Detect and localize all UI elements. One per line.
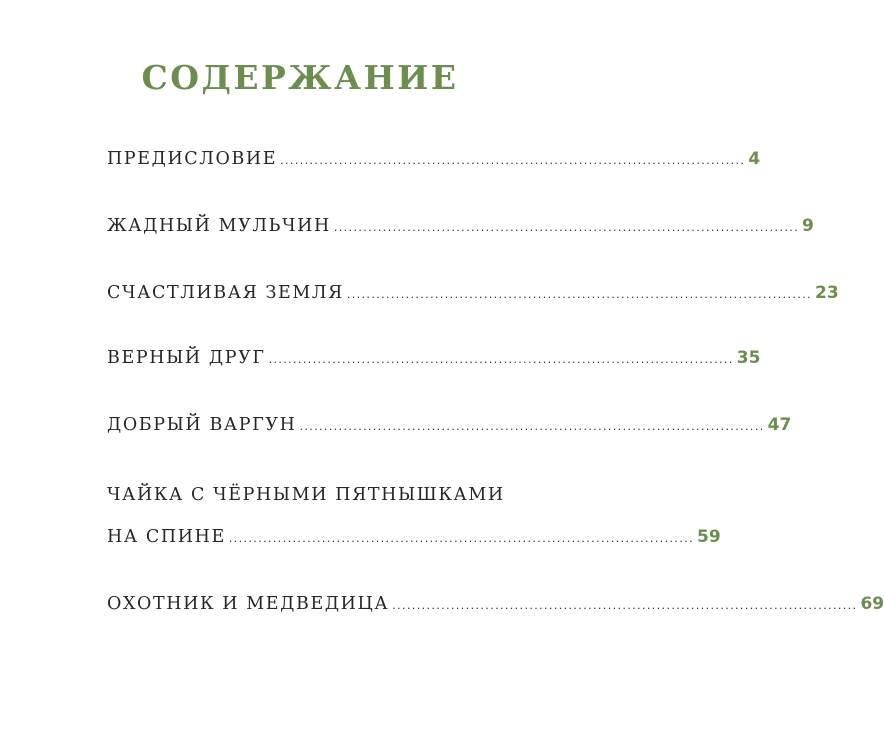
dot-leader: ............................................................................................... [280,154,746,167]
toc-entry-page: 23 [815,283,839,303]
toc-entry-faithful-friend[interactable] [107,348,761,368]
dot-leader: ............................................................................................... [392,599,858,612]
toc-entry-preface[interactable] [107,149,761,169]
toc-entry-title-line1[interactable]: ЧАЙКА С ЧЁРНЫМИ ПЯТНЫШКАМИ [107,485,505,505]
toc-entry-page: 9 [802,216,814,236]
toc-entry-title: ОХОТНИК И МЕДВЕДИЦА [107,594,390,614]
toc-entry-page: 4 [748,149,761,169]
dot-leader: ............................................................................................... [299,420,765,433]
toc-entry-title: НА СПИНЕ [107,527,226,547]
dot-leader: ............................................................................................... [333,221,800,234]
toc-entry-page: 69 [860,594,884,614]
toc-entry-greedy-mulchin[interactable] [107,216,814,236]
toc-entry-title: ДОБРЫЙ ВАРГУН [107,415,297,435]
toc-entry-page: 47 [767,415,792,435]
toc-entry-title: ЖАДНЫЙ МУЛЬЧИН [107,216,331,236]
toc-entry-seagull[interactable] [107,527,721,547]
dot-leader: ............................................................................................... [268,353,734,366]
toc-entry-page: 59 [697,527,721,547]
dot-leader: ............................................................................................... [346,288,813,301]
page-title: СОДЕРЖАНИЕ [141,58,459,97]
toc-entry-title: ПРЕДИСЛОВИЕ [107,149,278,169]
table-of-contents [107,0,884,750]
toc-entry-title: СЧАСТЛИВАЯ ЗЕМЛЯ [107,283,344,303]
toc-entry-hunter-and-bear[interactable] [107,594,884,614]
toc-entry-kind-vargun[interactable] [107,415,792,435]
dot-leader: ............................................................................................... [228,532,695,545]
toc-entry-happy-land[interactable] [107,283,839,303]
toc-entry-title: ВЕРНЫЙ ДРУГ [107,348,266,368]
toc-entry-page: 35 [736,348,761,368]
